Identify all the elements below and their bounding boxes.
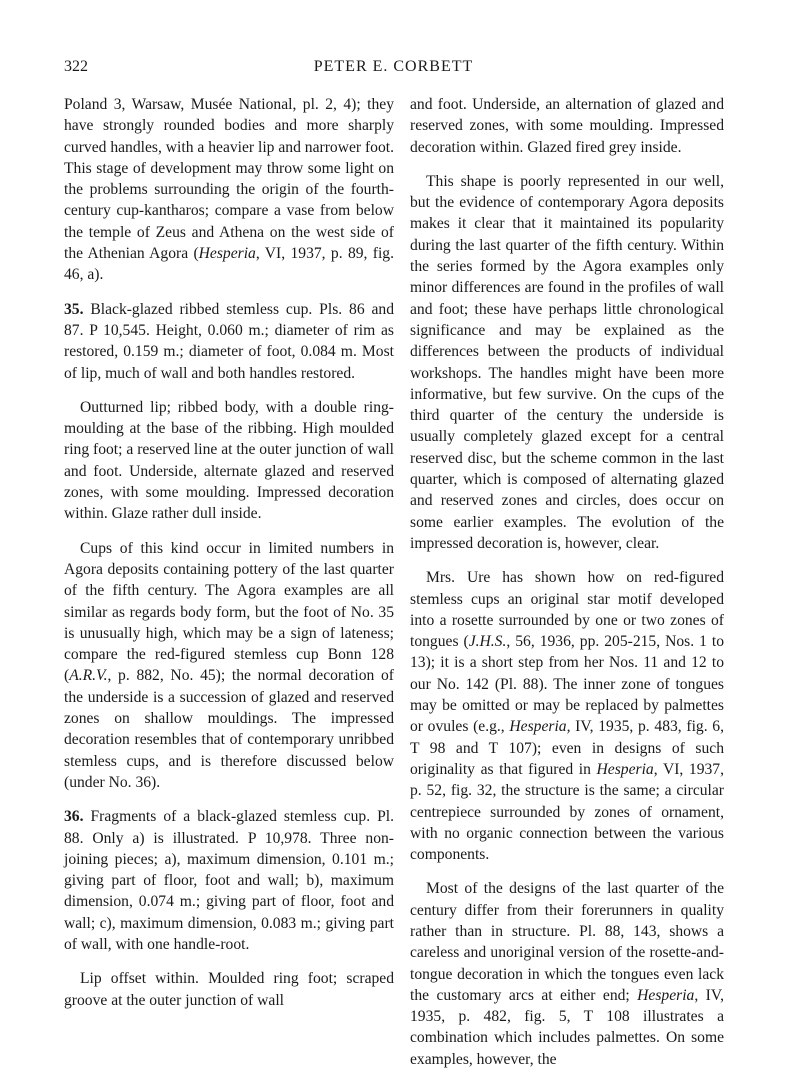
- text-span: , 56, 1936, pp. 205-215, Nos. 1 to 13); it is a short step from her Nos. 11 and 12 to our No. 142 (Pl. 88). The inner zone of tongues may be omitted or may be replaced by palmettes or ovules (e.g.,: [410, 633, 724, 736]
- entry-catalogue-text: Fragments of a black-glazed stemless cup. Pl. 88. Only a) is illustrated. P 10,978. Three non-joining pieces; a), maximum dimension, 0.101 m.; giving part of floor, foot and wall; b), maximum dimension, 0.074 m.; giving part of floor, foot and wall; c), maximum dimension, 0.083 m.; giving part of wall, with one handle-root.: [64, 808, 394, 953]
- entry-catalogue-text: Black-glazed ribbed stemless cup. Pls. 86 and 87. P 10,545. Height, 0.060 m.; diameter of rim as restored, 0.159 m.; diameter of foot, 0.084 m. Most of lip, much of wall and both handles restored.: [64, 300, 394, 382]
- text-span: , VI, 1937, p. 52, fig. 32, the structure is the same; a circular centrepiece surrounded by zones of ornament, with no organic connection between the various components.: [410, 760, 724, 864]
- entry-35-discussion: [64, 538, 394, 794]
- journal-title: Hesperia: [198, 245, 256, 263]
- text-span: IV, 1935, p. 483, fig. 6, T 98 and T 107); even in designs of such originality as that figured in: [410, 718, 724, 778]
- running-head: PETER E. CORBETT: [313, 58, 474, 75]
- text-span: Most of the designs of the last quarter of the century differ from their forerunners in quality rather than in structure. Pl. 88, 143, shows a careless and unoriginal version of the rosette-and-tongue decoration in which the tongues even lack the customary arcs at either end;: [410, 880, 724, 1004]
- text-span: , VI, 1937, p. 89, fig. 46, a).: [64, 245, 394, 284]
- catalogue-entry-36: [64, 806, 394, 955]
- text-span: , IV, 1935, p. 482, fig. 5, T 108 illustrates a combination which includes palmettes. On some examples, however, the: [410, 986, 724, 1068]
- entry-number: 36.: [64, 808, 84, 826]
- reference-abbrev: A.R.V.: [69, 667, 108, 685]
- designs-discussion: [410, 878, 724, 1070]
- journal-title: Hesperia: [637, 986, 695, 1004]
- text-span: , p. 882, No. 45); the normal decoration of the underside is a succession of glazed and reserved zones on shallow mouldings. The impressed decoration resembles that of contemporary unribbed stemless cups, and is therefore discussed below (under No. 36).: [64, 667, 394, 791]
- journal-title: J.H.S.: [468, 633, 507, 651]
- left-column: [64, 94, 394, 1011]
- text-span: Poland 3, Warsaw, Musée National, pl. 2, 4);: [64, 96, 361, 113]
- text-span: Mrs. Ure has shown how on red-figured stemless cups an original star motif developed into a rosette surrounded by one or two zones of tongues (: [410, 569, 724, 651]
- page-number: 322: [64, 58, 88, 75]
- entry-36-description: [64, 968, 394, 1011]
- entry-36-description-cont: [410, 94, 724, 158]
- journal-title: Hesperia: [596, 760, 654, 778]
- continuation-paragraph: [64, 94, 394, 286]
- description-paragraph: Lip offset within. Moulded ring foot; scraped groove at the outer junction of wall: [64, 970, 394, 1009]
- shape-discussion: [410, 171, 724, 554]
- entry-35-description: [64, 397, 394, 525]
- entry-number: 35.: [64, 300, 84, 318]
- text-span: they have strongly rounded bodies and more sharply curved handles, with a heavier lip and narrower foot. This stage of development may throw some light on the problems surrounding the origin of the fourth-century cup-kantharos; compare a vase from below the temple of Zeus and Athena on the west side of the Athenian Agora (: [64, 96, 395, 263]
- text-span: Cups of this kind occur in limited numbers in Agora deposits containing pottery of the last quarter of the fifth century. The Agora examples are all similar as regards body form, but the foot of No. 35 is unusually high, which may be a sign of lateness; compare the red-figured stemless cup Bonn 128 (: [64, 539, 394, 685]
- catalogue-entry-35: [64, 299, 394, 384]
- ure-discussion: [410, 567, 724, 865]
- description-paragraph: and foot. Underside, an alternation of glazed and reserved zones, with some moulding. Impressed decoration within. Glazed fired grey inside.: [410, 96, 724, 156]
- entry-heading: [64, 299, 394, 384]
- entry-heading: [64, 806, 394, 955]
- right-column: [410, 94, 724, 1070]
- description-paragraph: Outturned lip; ribbed body, with a double ring-moulding at the base of the ribbing. High moulded ring foot; a reserved line at the outer junction of wall and foot. Underside, alternate glazed and reserved zones, with some moulding. Impressed decoration within. Glaze rather dull inside.: [64, 398, 394, 523]
- page-header: [64, 58, 723, 80]
- discussion-paragraph: This shape is poorly represented in our well, but the evidence of contemporary Agora deposits makes it clear that it maintained its popularity during the last quarter of the fifth century. Within the series formed by the Agora examples only minor differences are found in the profiles of wall and foot; these have perhaps little chronological significance and may be explained as the differences between the products of individual workshops. The handles might have been more informative, but few survive. On the cups of the third quarter of the century the underside is usually completely glazed except for a central reserved disc, but the scheme common in the last quarter, which is composed of alternating glazed and reserved zones and circles, does occur on some earlier examples. The evolution of the impressed decoration is, however, clear.: [410, 172, 724, 552]
- journal-title: Hesperia,: [509, 718, 571, 736]
